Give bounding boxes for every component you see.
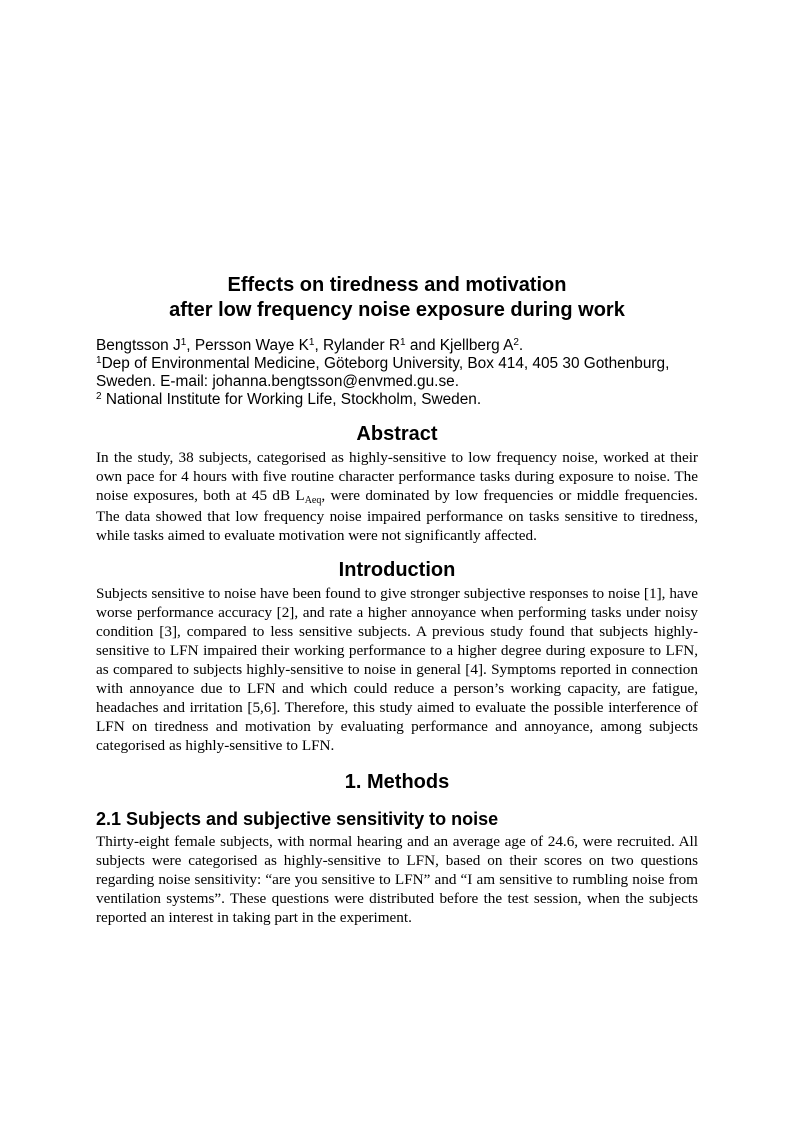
author-name: and Kjellberg A xyxy=(405,337,514,354)
affiliation-marker: 1 xyxy=(180,337,187,348)
affiliation-marker: 1 xyxy=(96,355,102,366)
abstract-text-part: In the study, 38 subjects, categorised as highly-sensitive to low frequency noise, worked at their own pace for 4 hours with five routine character performance tasks during exposure to noise. The noise exposures, both at 45 dB L xyxy=(96,449,698,504)
paper-title xyxy=(96,273,698,323)
methods-subheading: 2.1 Subjects and subjective sensitivity to noise xyxy=(96,809,499,829)
affiliation-marker: 1 xyxy=(308,337,315,348)
author-block xyxy=(96,337,698,409)
author-name: , Persson Waye K xyxy=(186,337,309,354)
abstract-text-part: , were dominated by low frequencies or middle frequencies. The data showed that low frequency noise impaired performance on tasks sensitive to tiredness, while tasks aimed to evaluate motivation were not significantly affected. xyxy=(96,487,698,544)
affiliation-2 xyxy=(96,391,698,409)
introduction-heading: Introduction xyxy=(338,559,456,581)
paper-page xyxy=(96,273,698,927)
methods-text: Thirty-eight female subjects, with normal hearing and an average age of 24.6, were recruited. All subjects were categorised as highly-sensitive to LFN, based on their scores on two questions regarding noise sensitivity: “are you sensitive to LFN” and “I am sensitive to rumbling noise from ventilation systems”. These questions were distributed before the test session, when the subjects reported an interest in taking part in the experiment. xyxy=(96,833,698,926)
laeq-subscript: Aeq xyxy=(304,495,322,506)
abstract-heading: Abstract xyxy=(356,423,438,445)
author-name: , Rylander R xyxy=(314,337,400,354)
title-line-1: Effects on tiredness and motivation xyxy=(227,274,567,296)
title-line-2: after low frequency noise exposure during work xyxy=(169,299,625,321)
affiliation-text: National Institute for Working Life, Stockholm, Sweden. xyxy=(101,391,482,408)
affiliation-1 xyxy=(96,355,698,391)
affiliation-marker: 2 xyxy=(96,391,102,402)
methods-heading: 1. Methods xyxy=(344,771,450,793)
affiliation-text: Dep of Environmental Medicine, Göteborg University, Box 414, 405 30 Gothenburg, Sweden. E-mail: johanna.bengtsson@envmed.gu.se. xyxy=(96,355,670,390)
introduction-text: Subjects sensitive to noise have been found to give stronger subjective responses to noise [1], have worse performance accuracy [2], and rate a higher annoyance when performing tasks under noisy condition [3], compared to less sensitive subjects. A previous study found that subjects highly-sensitive to LFN impaired their working performance to a higher degree during exposure to LFN, as compared to subjects highly-sensitive to noise in general [4]. Symptoms reported in connection with annoyance due to LFN and which could reduce a person’s working capacity, are fatigue, headaches and irritation [5,6]. Therefore, this study aimed to evaluate the possible interference of LFN on tiredness and motivation by evaluating performance and annoyance, among subjects categorised as highly-sensitive to LFN. xyxy=(96,585,698,754)
affiliation-marker: 1 xyxy=(399,337,406,348)
affiliation-marker: 2 xyxy=(513,337,519,348)
author-list-end: . xyxy=(518,337,524,354)
abstract-text xyxy=(96,448,698,545)
author-list xyxy=(96,337,698,355)
author-name: Bengtsson J xyxy=(96,337,181,354)
